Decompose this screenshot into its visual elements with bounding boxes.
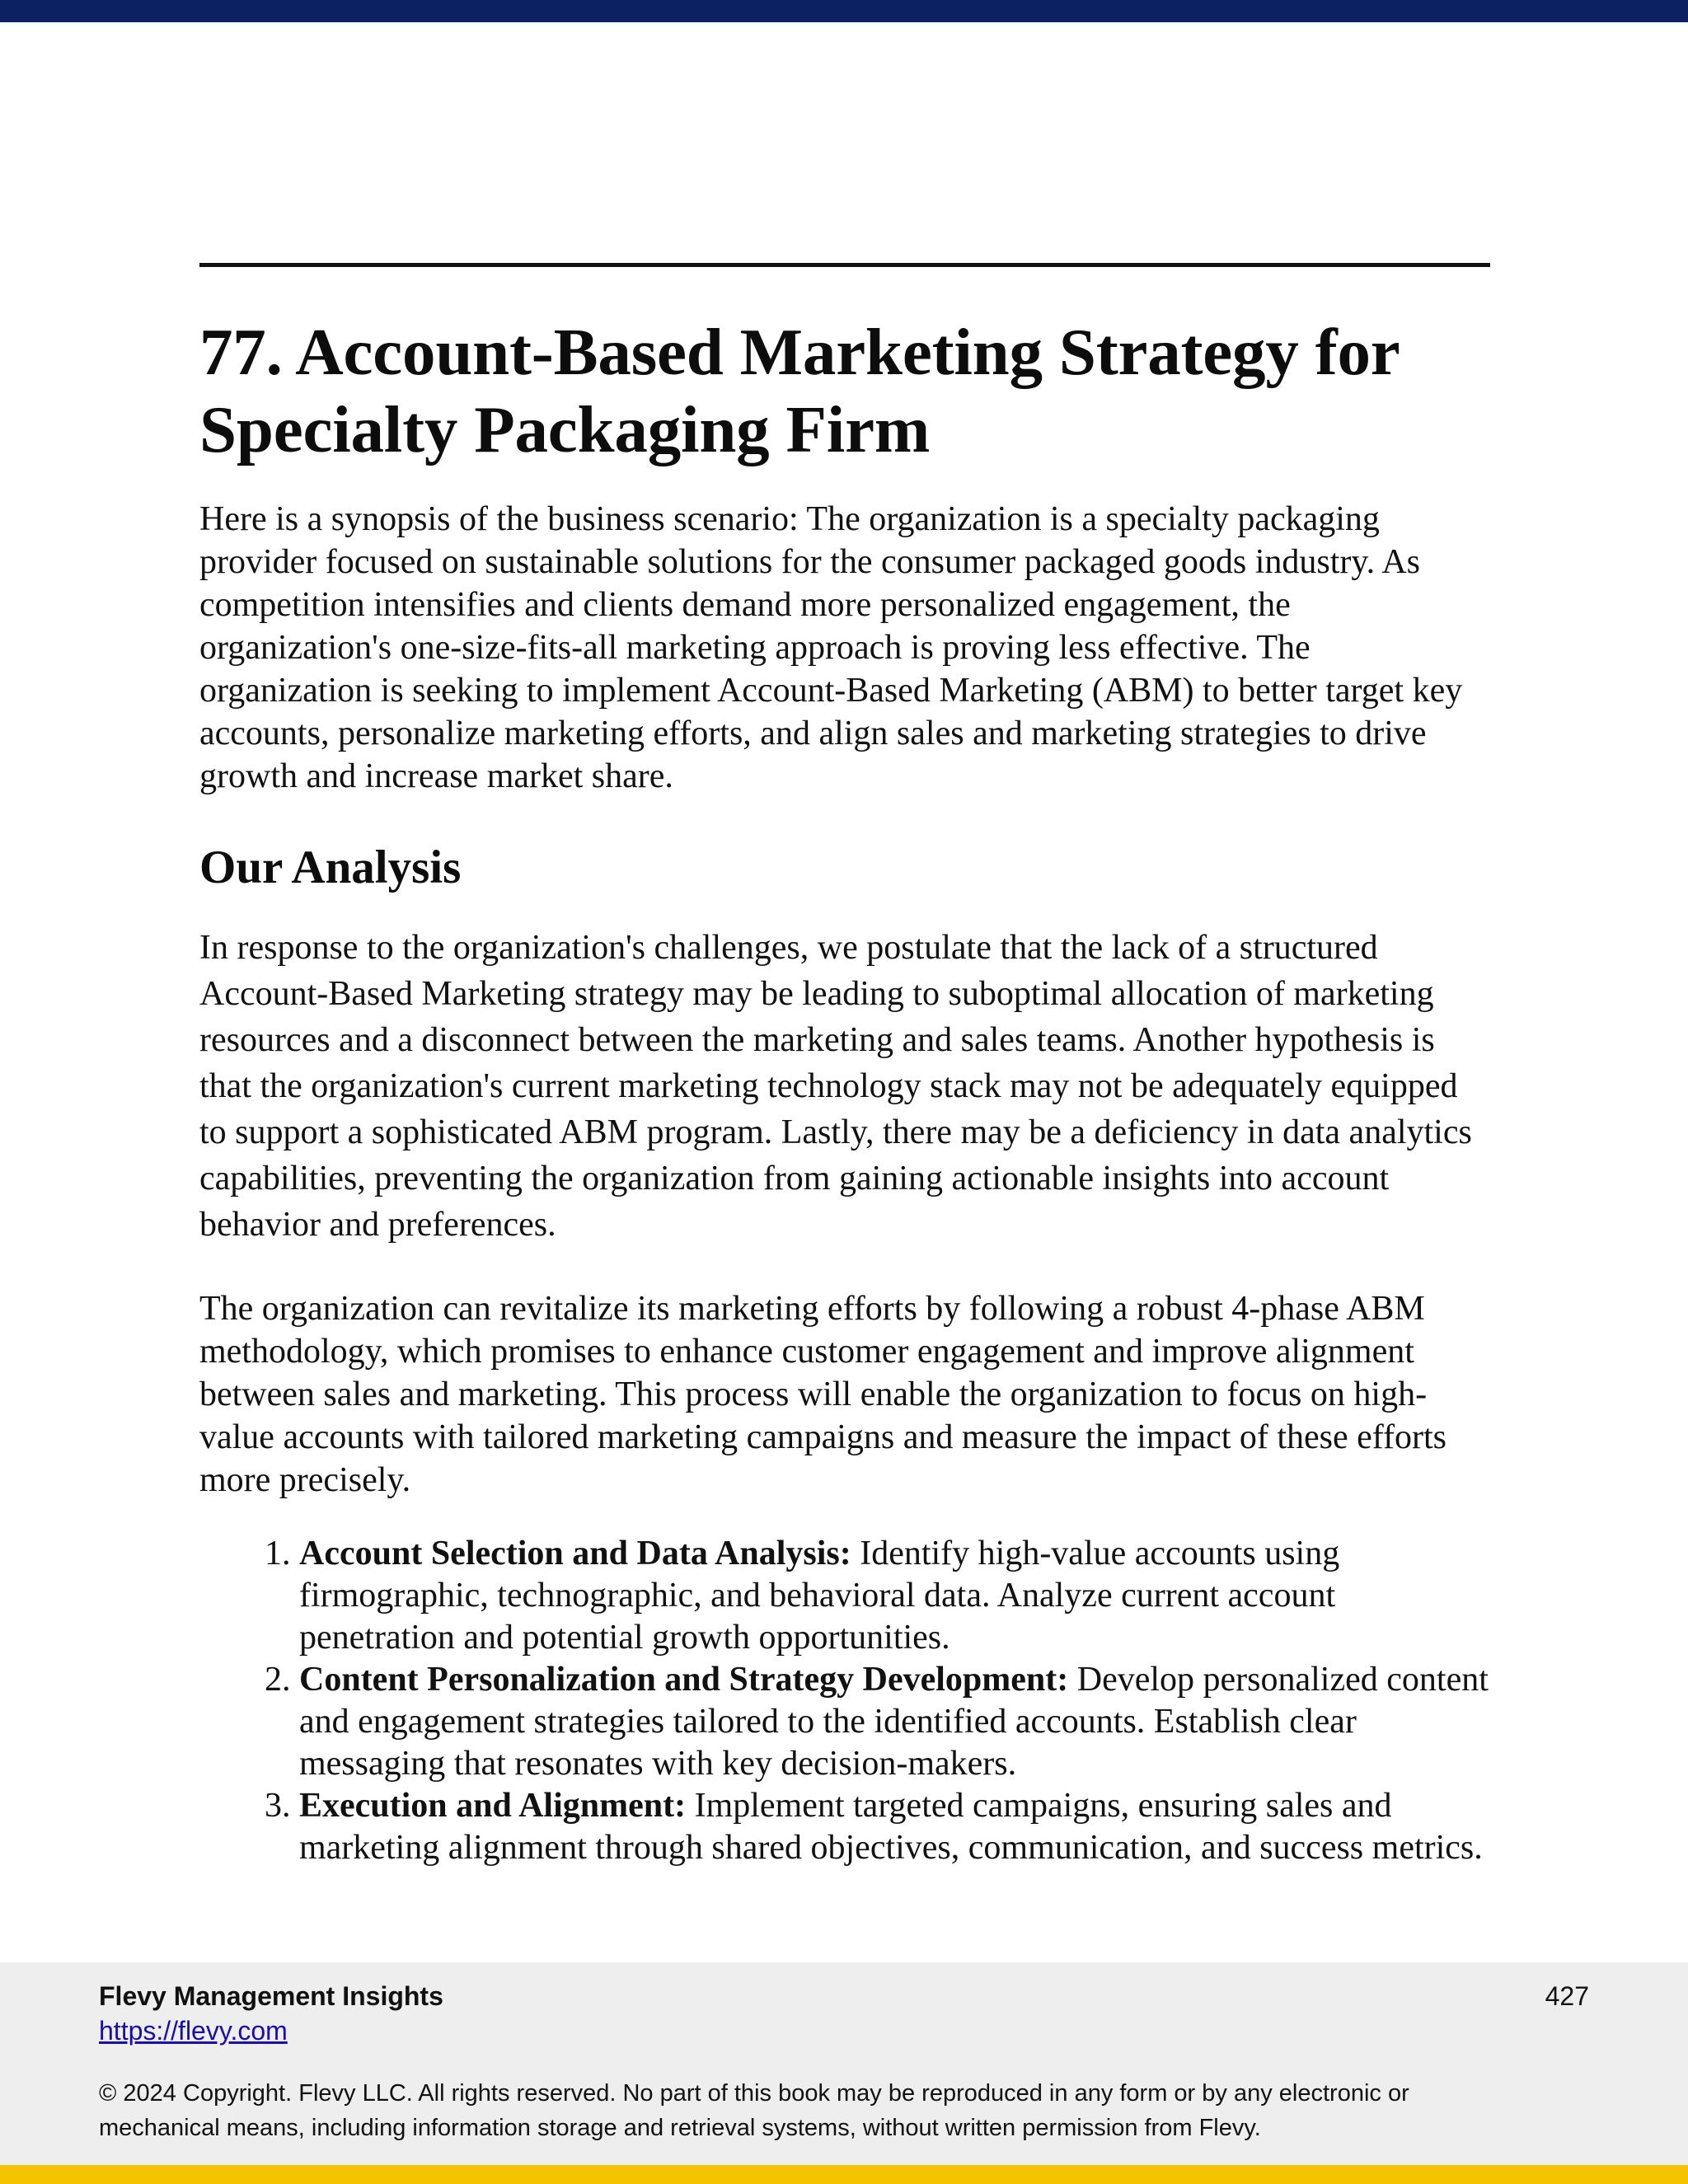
copyright-notice: © 2024 Copyright. Flevy LLC. All rights reserved. No part of this book may be reproduced in any form or by any electronic or mechanical means, including information storage and retrieval systems, without written permission from Flevy.: [99, 2080, 1409, 2141]
page-title: 77. Account-Based Marketing Strategy for Specialty Packaging Firm: [199, 315, 1400, 466]
phase-list: [199, 1533, 1490, 1869]
methodology-paragraph: The organization can revitalize its marketing efforts by following a robust 4-phase ABM methodology, which promises to enhance customer engagement and improve alignment between sales and marketing. This process will enable the organization to focus on high-value accounts with tailored marketing campaigns and measure the impact of these efforts more precisely.: [199, 1290, 1447, 1499]
phase-text: Identify high-value accounts using firmographic, technographic, and behavioral data. Analyze current account penetration and potential growth opportunities.: [299, 1535, 1340, 1657]
footer-brand: Flevy Management Insights: [99, 1981, 443, 2011]
phase-item: [299, 1785, 1490, 1869]
analysis-heading: Our Analysis: [199, 841, 462, 893]
phase-title: Account Selection and Data Analysis:: [299, 1535, 851, 1572]
page-footer: [0, 1962, 1688, 2165]
flevy-link[interactable]: https://flevy.com: [99, 2016, 288, 2046]
analysis-paragraph: In response to the organization's challenges, we postulate that the lack of a structured Account-Based Marketing strategy may be leading to suboptimal allocation of marketing resources and a disconnect between the marketing and sales teams. Another hypothesis is that the organization's current marketing technology stack may not be adequately equipped to support a sophisticated ABM program. Lastly, there may be a deficiency in data analytics capabilities, preventing the organization from gaining actionable insights into account behavior and preferences.: [199, 929, 1472, 1244]
phase-item: [299, 1659, 1490, 1785]
phase-text: Develop personalized content and engagement strategies tailored to the identified accounts. Establish clear messaging that resonates with key decision-makers.: [299, 1661, 1489, 1783]
phase-title: Content Personalization and Strategy Development:: [299, 1661, 1069, 1699]
page-number: 427: [1545, 1981, 1589, 2011]
top-accent-bar: [0, 0, 1688, 22]
scenario-synopsis: Here is a synopsis of the business scenario: The organization is a specialty packaging provider focused on sustainable solutions for the consumer packaged goods industry. As competition intensifies and clients demand more personalized engagement, the organization's one-size-fits-all marketing approach is proving less effective. The organization is seeking to implement Account-Based Marketing (ABM) to better target key accounts, personalize marketing efforts, and align sales and marketing strategies to drive growth and increase market share.: [199, 500, 1463, 795]
bottom-accent-bar: [0, 2165, 1688, 2184]
phase-item: [299, 1533, 1490, 1659]
title-rule: [199, 263, 1490, 267]
phase-title: Execution and Alignment:: [299, 1787, 687, 1825]
page-content: [199, 313, 1490, 1869]
phase-text: Implement targeted campaigns, ensuring sales and marketing alignment through shared objectives, communication, and success metrics.: [299, 1787, 1483, 1867]
